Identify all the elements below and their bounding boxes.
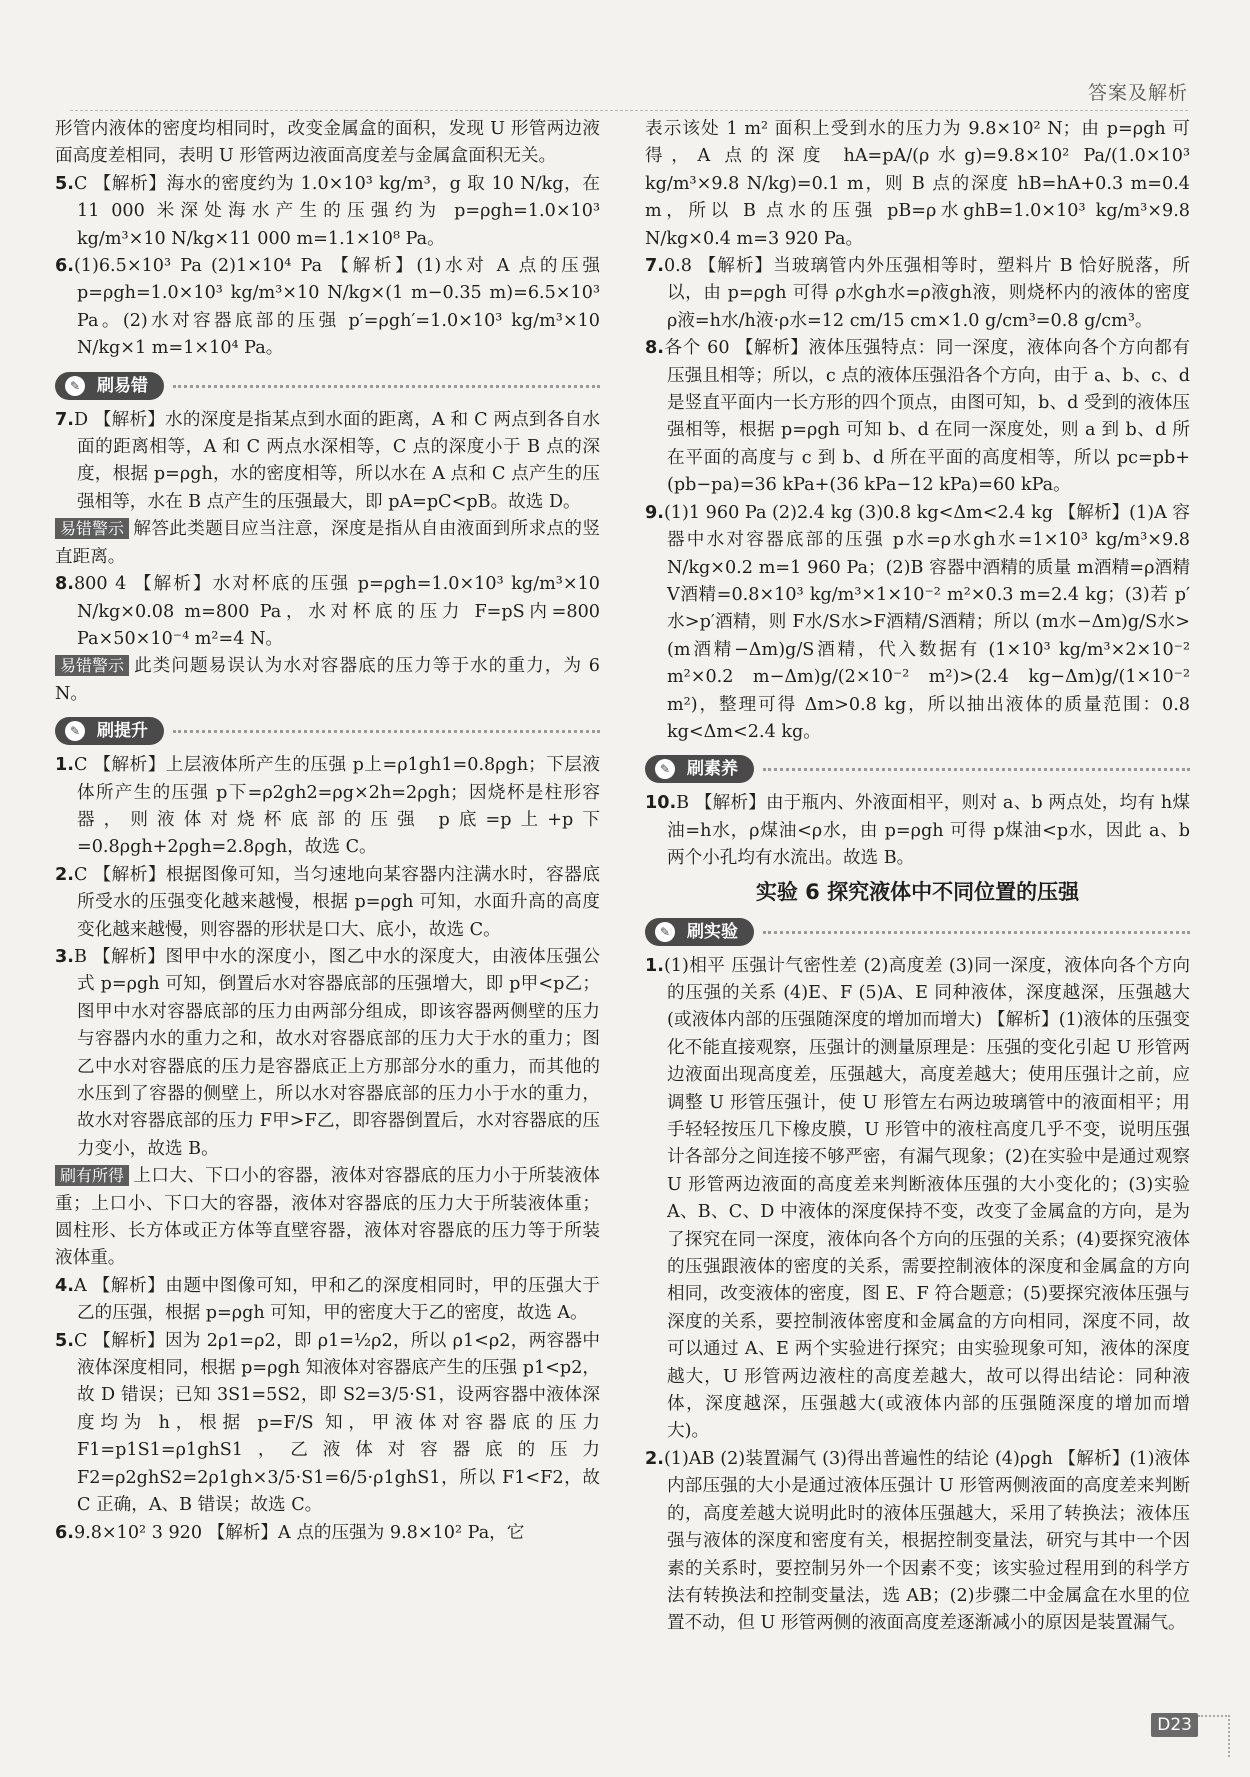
header-divider bbox=[70, 110, 1188, 111]
brush-icon: ✎ bbox=[655, 922, 675, 942]
item-text: (1)6.5×10³ Pa (2)1×10⁴ Pa 【解析】(1)水对 A 点的压强 p=ρgh=1.0×10³ kg/m³×10 N/kg×(1 m−0.35 m)=6.5×10³ Pa。(2)水对容器底部的压强 p′=ρgh′=1.0×10³ kg/m³×10 N/kg×1 m=1×10⁴ Pa。 bbox=[73, 256, 600, 359]
item-number: 5. bbox=[55, 1330, 74, 1351]
page-number: D23 bbox=[1151, 1713, 1198, 1737]
item-number: 6. bbox=[55, 1522, 74, 1543]
answer-item bbox=[55, 571, 600, 653]
warning-label: 易错警示 bbox=[55, 655, 129, 676]
item-text: 9.8×10² 3 920 【解析】A 点的压强为 9.8×10² Pa，它 bbox=[73, 1522, 525, 1543]
brush-icon: ✎ bbox=[655, 759, 675, 779]
banner-label: 刷素养 bbox=[687, 759, 738, 780]
corner-dots bbox=[1198, 1715, 1230, 1757]
section-title: 实验 6 探究液体中不同位置的压强 bbox=[755, 879, 1080, 904]
paragraph: 形管内液体的密度均相同时，改变金属盒的面积，发现 U 形管两边液面高度差相同，表明 U 形管两边液面高度差与金属盒面积无关。 bbox=[55, 119, 600, 167]
tip-label: 刷有所得 bbox=[55, 1165, 129, 1186]
answer-item bbox=[645, 335, 1190, 499]
right-column bbox=[645, 116, 1190, 1638]
page-header: 答案及解析 bbox=[1087, 82, 1188, 104]
answer-item bbox=[55, 1520, 600, 1547]
item-text: D 【解析】水的深度是指某点到水面的距离，A 和 C 两点到各自水面的距离相等，A 和 C 两点水深相等，C 点的深度小于 B 点的深度，根据 p=ρgh，水的密度相等，所以水在 A 点和 C 点产生的压强相等，水在 B 点产生的压强最大，即 pA=pC<pB。故选 D。 bbox=[73, 409, 600, 512]
dotted-rule bbox=[173, 385, 600, 388]
item-text: 800 4 【解析】水对杯底的压强 p=ρgh=1.0×10³ kg/m³×10 N/kg×0.08 m=800 Pa，水对杯底的压力 F=pS内=800 Pa×50×10⁻⁴ m²=4 N。 bbox=[73, 574, 600, 649]
section-banner bbox=[55, 714, 600, 748]
item-number: 2. bbox=[645, 1448, 664, 1469]
item-text: (1)1 960 Pa (2)2.4 kg (3)0.8 kg<Δm<2.4 kg 【解析】(1)A 容器中水对容器底部的压强 p水=ρ水gh水=1×10³ kg/m³×9.8 N/kg×0.2 m=1 960 Pa；(2)B 容器中酒精的质量 m酒精=ρ酒精V酒精=0.8×10³ kg/m³×1×10⁻² m²×0.3 m=2.4 kg；(3)若 p′水>p′酒精，则 F水/S水>F酒精/S酒精；所以 (m水−Δm)g/S水>(m酒精−Δm)g/S酒精，代入数据有 (1×10³ kg/m³×2×10⁻² m²×0.2 m−Δm)g/(2×10⁻² m²)>(2.4 kg−Δm)g/(1×10⁻² m²)，整理可得 Δm>0.8 kg，所以抽出液体的质量范围：0.8 kg<Δm<2.4 kg。 bbox=[663, 502, 1190, 742]
answer-item bbox=[645, 1446, 1190, 1638]
tip-note bbox=[55, 1163, 600, 1273]
paragraph: 表示该处 1 m² 面积上受到水的压力为 9.8×10² N；由 p=ρgh 可得，A 点的深度 hA=pA/(ρ水g)=9.8×10² Pa/(1.0×10³ kg/m³×9.8 N/kg)=0.1 m，则 B 点的深度 hB=hA+0.3 m=0.4 m，所以 B 点水的压强 pB=ρ水ghB=1.0×10³ kg/m³×9.8 N/kg×0.4 m=3 920 Pa。 bbox=[645, 119, 1190, 249]
item-number: 8. bbox=[55, 574, 74, 595]
banner-label: 刷提升 bbox=[97, 721, 148, 742]
tip-text: 上口大、下口小的容器，液体对容器底的压力小于所装液体重；上口小、下口大的容器，液体对容器底的压力大于所装液体重；圆柱形、长方体或正方体等直壁容器，液体对容器底的压力等于所装液体重。 bbox=[55, 1166, 600, 1269]
item-number: 1. bbox=[645, 955, 664, 976]
answer-list bbox=[645, 253, 1190, 746]
answer-list bbox=[645, 953, 1190, 1638]
warning-text: 解答此类题目应当注意，深度是指从自由液面到所求点的竖直距离。 bbox=[55, 519, 600, 567]
item-text: B 【解析】图甲中水的深度小，图乙中水的深度大，由液体压强公式 p=ρgh 可知，倒置后水对容器底部的压强增大，即 p甲<p乙；图甲中水对容器底部的压力由两部分组成，即该容器两侧壁的压力与容器内水的重力之和，故水对容器底部的压力大于水的重力；图乙中水对容器底的压力是容器底正上方那部分水的重力，而其他的水压到了容器的侧壁上，所以水对容器底部的压力小于水的重力，故水对容器底部的压力 F甲>F乙，即容器倒置后，水对容器底的压力变小，故选 B。 bbox=[73, 946, 600, 1159]
item-number: 9. bbox=[645, 502, 664, 523]
answer-item bbox=[55, 1328, 600, 1520]
answer-item bbox=[645, 253, 1190, 335]
answer-list bbox=[645, 790, 1190, 872]
item-text: (1)AB (2)装置漏气 (3)得出普遍性的结论 (4)ρgh 【解析】(1)液体内部压强的大小是通过液体压强计 U 形管两侧液面的高度差来判断的，高度差越大说明此时的液体压强越大，采用了转换法；液体压强与液体的深度和密度有关，根据控制变量法，研究与其中一个因素的关系时，要控制另外一个因素不变；该实验过程用到的科学方法有转换法和控制变量法，选 AB；(2)步骤二中金属盒在水里的位置不动，但 U 形管两侧的液面高度差逐渐减小的原因是装置漏气。 bbox=[663, 1448, 1190, 1634]
warning-note bbox=[55, 653, 600, 708]
item-text: 各个 60 【解析】液体压强特点：同一深度，液体向各个方向都有压强且相等；所以，c 点的液体压强沿各个方向，由于 a、b、c、d 是竖直平面内一长方形的四个顶点，由图可知，b、d 受到的液体压强相等，根据 p=ρgh 可知 b、d 在同一深度处，则 a 到 b、d 所在平面的高度与 c 到 b、d 所在平面的高度相等，所以 pc=pb+(pb−pa)=36 kPa+(36 kPa−12 kPa)=60 kPa。 bbox=[663, 338, 1190, 496]
answer-item bbox=[55, 253, 600, 363]
answer-item bbox=[55, 1273, 600, 1328]
item-number: 7. bbox=[645, 256, 664, 277]
warning-label: 易错警示 bbox=[55, 518, 129, 539]
dotted-rule bbox=[763, 931, 1190, 934]
brush-icon: ✎ bbox=[65, 721, 85, 741]
item-text: C 【解析】海水的密度约为 1.0×10³ kg/m³，g 取 10 N/kg，在 11 000 米深处海水产生的压强约为 p=ρgh=1.0×10³ kg/m³×10 N/kg×11 000 m=1.1×10⁸ Pa。 bbox=[73, 173, 600, 249]
item-number: 2. bbox=[55, 864, 74, 885]
banner-label: 刷实验 bbox=[687, 921, 738, 942]
answer-list bbox=[55, 171, 600, 363]
item-text: (1)相平 压强计气密性差 (2)高度差 (3)同一深度，液体向各个方向的压强的关系 (4)E、F (5)A、E 同种液体，深度越深，压强越大(或液体内部的压强随深度的增加而增大) 【解析】(1)液体的压强变化不能直接观察，压强计的测量原理是：压强的变化引起 U 形管两边液面出现高度差，压强越大，高度差越大；使用压强计之前，应调整 U 形管压强计，使 U 形管左右两边玻璃管中的液面相平；用手轻轻按压几下橡皮膜，U 形管中的液柱高度几乎不变，说明压强计各部分之间连接不够严密，有漏气现象；(2)在实验中是通过观察 U 形管两边液面的高度差来判断液体压强的大小变化的；(3)实验 A、B、C、D 中液体的深度保持不变，改变了金属盒的方向，是为了探究在同一深度，液体向各个方向的压强的关系；(4)要探究液体的压强跟液体的密度的关系，需要控制液体的深度和金属盒的方向相同，改变液体的密度，图 E、F 符合题意；(5)要探究液体压强与深度的关系，要控制液体密度和金属盒的方向相同，深度不同，故可以通过 A、E 两个实验进行探究；由实验现象可知，液体的深度越大，U 形管两边液柱的高度差越大，故可以得出结论：同种液体，深度越深，压强越大(或液体内部的压强随深度的增加而增大)。 bbox=[663, 955, 1190, 1442]
item-text: 0.8 【解析】当玻璃管内外压强相等时，塑料片 B 恰好脱落，所以，由 p=ρgh 可得 ρ水gh水=ρ液gh液，则烧杯内的液体的密度 ρ液=h水/h液·ρ水=12 cm/15 cm×1.0 g/cm³=0.8 g/cm³。 bbox=[663, 256, 1190, 331]
answer-item bbox=[645, 790, 1190, 872]
item-number: 6. bbox=[55, 256, 74, 277]
brush-icon: ✎ bbox=[65, 376, 85, 396]
answer-item bbox=[645, 953, 1190, 1446]
warning-note bbox=[55, 516, 600, 571]
item-number: 10. bbox=[645, 793, 677, 814]
item-number: 7. bbox=[55, 409, 74, 430]
dotted-rule bbox=[173, 730, 600, 733]
warning-text: 此类问题易误认为水对容器底的压力等于水的重力，为 6 N。 bbox=[55, 656, 600, 704]
item-text: C 【解析】根据图像可知，当匀速地向某容器内注满水时，容器底所受水的压强变化越来越慢，根据 p=ρgh 可知，水面升高的高度变化越来越慢，则容器的形状是口大、底小，故选 C。 bbox=[73, 864, 600, 940]
answer-list bbox=[55, 752, 600, 1163]
answer-item bbox=[55, 407, 600, 517]
section-banner bbox=[645, 915, 1190, 949]
answer-list bbox=[55, 571, 600, 653]
answer-item bbox=[55, 752, 600, 862]
section-banner bbox=[645, 752, 1190, 786]
item-number: 3. bbox=[55, 946, 74, 967]
answer-list bbox=[55, 1273, 600, 1547]
item-number: 5. bbox=[55, 173, 74, 194]
item-text: C 【解析】因为 2ρ1=ρ2，即 ρ1=½ρ2，所以 ρ1<ρ2，两容器中液体深度相同，根据 p=ρgh 知液体对容器底产生的压强 p1<p2，故 D 错误；已知 3S1=5S2，即 S2=3/5·S1，设两容器中液体深度均为 h，根据 p=F/S 知，甲液体对容器底的压力 F1=p1S1=ρ1ghS1，乙液体对容器底的压力 F2=ρ2ghS2=2ρ1gh×3/5·S1=6/5·ρ1ghS1，所以 F1<F2，故 C 正确，A、B 错误；故选 C。 bbox=[73, 1330, 600, 1516]
item-number: 1. bbox=[55, 755, 74, 776]
item-number: 8. bbox=[645, 338, 664, 359]
answer-item bbox=[645, 500, 1190, 747]
answer-item bbox=[55, 944, 600, 1163]
banner-label: 刷易错 bbox=[97, 375, 148, 396]
item-text: A 【解析】由题中图像可知，甲和乙的深度相同时，甲的压强大于乙的压强，根据 p=ρgh 可知，甲的密度大于乙的密度，故选 A。 bbox=[73, 1275, 600, 1324]
item-number: 4. bbox=[55, 1275, 74, 1296]
section-banner bbox=[55, 369, 600, 403]
dotted-rule bbox=[763, 768, 1190, 771]
left-column bbox=[55, 116, 600, 1547]
item-text: B 【解析】由于瓶内、外液面相平，则对 a、b 两点处，均有 h煤油=h水，ρ煤油<ρ水，由 p=ρgh 可得 p煤油<p水，因此 a、b 两个小孔均有水流出。故选 B。 bbox=[667, 793, 1190, 869]
answer-item bbox=[55, 171, 600, 253]
answer-item bbox=[55, 862, 600, 944]
answer-list bbox=[55, 407, 600, 517]
item-text: C 【解析】上层液体所产生的压强 p上=ρ1gh1=0.8ρgh；下层液体所产生的压强 p下=ρ2gh2=ρg×2h=2ρgh；因烧杯是柱形容器，则液体对烧杯底部的压强 p底=p上+p下=0.8ρgh+2ρgh=2.8ρgh，故选 C。 bbox=[73, 755, 600, 858]
